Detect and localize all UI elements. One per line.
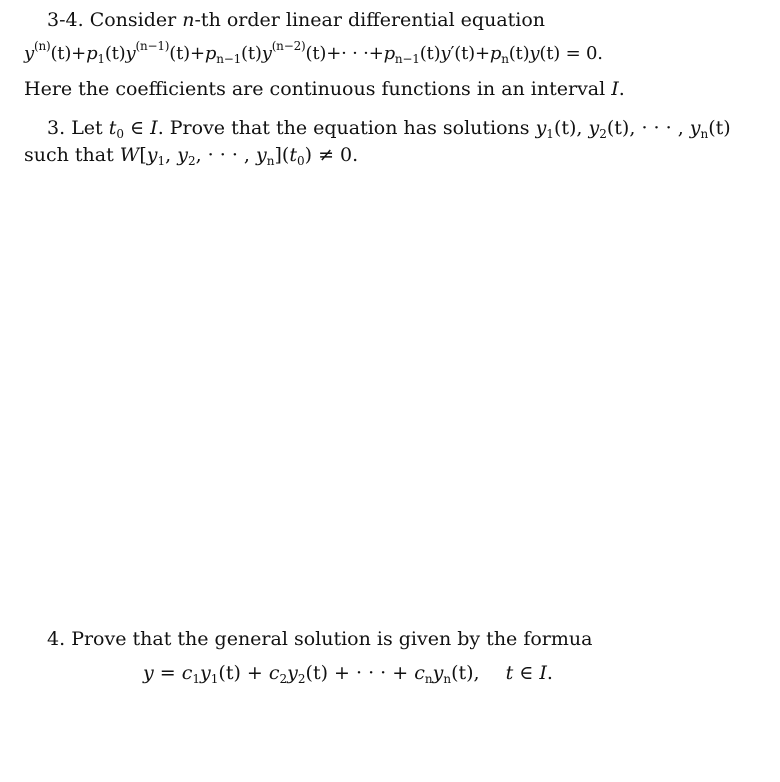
part-4-number: 4.	[47, 628, 66, 650]
problem-number: 3-4.	[47, 9, 84, 31]
heading-text-before: Consider	[89, 9, 177, 31]
equation-term-p1: $p_1(t)y^{(n-1)}(t)$	[86, 39, 190, 66]
general-solution-formula: $y = c_1y_1(t) + c_2y_2(t)$ + · · · + $c_ny_n(t)$, t ∈ I.	[143, 662, 553, 686]
part-3-statement: 3. Let $t_0$ ∈ I. Prove that the equation has solutions $y_1(t)$, $y_2(t)$, · · · , $y_n(t)$	[47, 117, 731, 141]
equation-rhs: = 0.	[560, 43, 603, 64]
part-4-statement: 4. Prove that the general solution is given by the formua	[47, 628, 593, 650]
part-3-wronskian: such that $W[y_1$, $y_2$, · · · , $y_n](t_0) \ne 0$.	[24, 144, 359, 168]
equation-term-pn1-a: $p_{n-1}(t)y^{(n-2)}(t)$	[204, 39, 327, 66]
problem-heading	[47, 8, 545, 32]
equation-term-y-n: $y^{(n)}(t)$	[24, 39, 72, 64]
wronskian-expression: $W[y_1$, $y_2$, · · · , $y_n](t_0) \ne 0$.	[119, 144, 359, 168]
equation-term-pn1-b: $p_{n-1}(t)y'(t)$	[383, 43, 475, 66]
t0-symbol: $t_0$	[108, 117, 125, 141]
coefficients-sentence: Here the coefficients are continuous functions in an interval I.	[24, 78, 625, 100]
solutions-list: $y_1(t)$, $y_2(t)$, · · · , $y_n(t)$	[535, 117, 731, 141]
equation-term-pn: $p_n(t)y(t)$	[489, 43, 561, 66]
interval-symbol: I	[611, 78, 619, 100]
variable-n: n	[182, 9, 195, 31]
heading-text-after: -th order linear differential equation	[194, 9, 546, 31]
part-3-number: 3.	[47, 117, 66, 139]
differential-equation: $y^{(n)}(t)+p_1(t)y^{(n-1)}(t)+p_{n-1}(t)y^{(n-2)}(t)+\cdot \cdot \cdot+p_{n-1}(t)y'(t)+p_n(t)y(t) = 0$.	[24, 39, 603, 66]
